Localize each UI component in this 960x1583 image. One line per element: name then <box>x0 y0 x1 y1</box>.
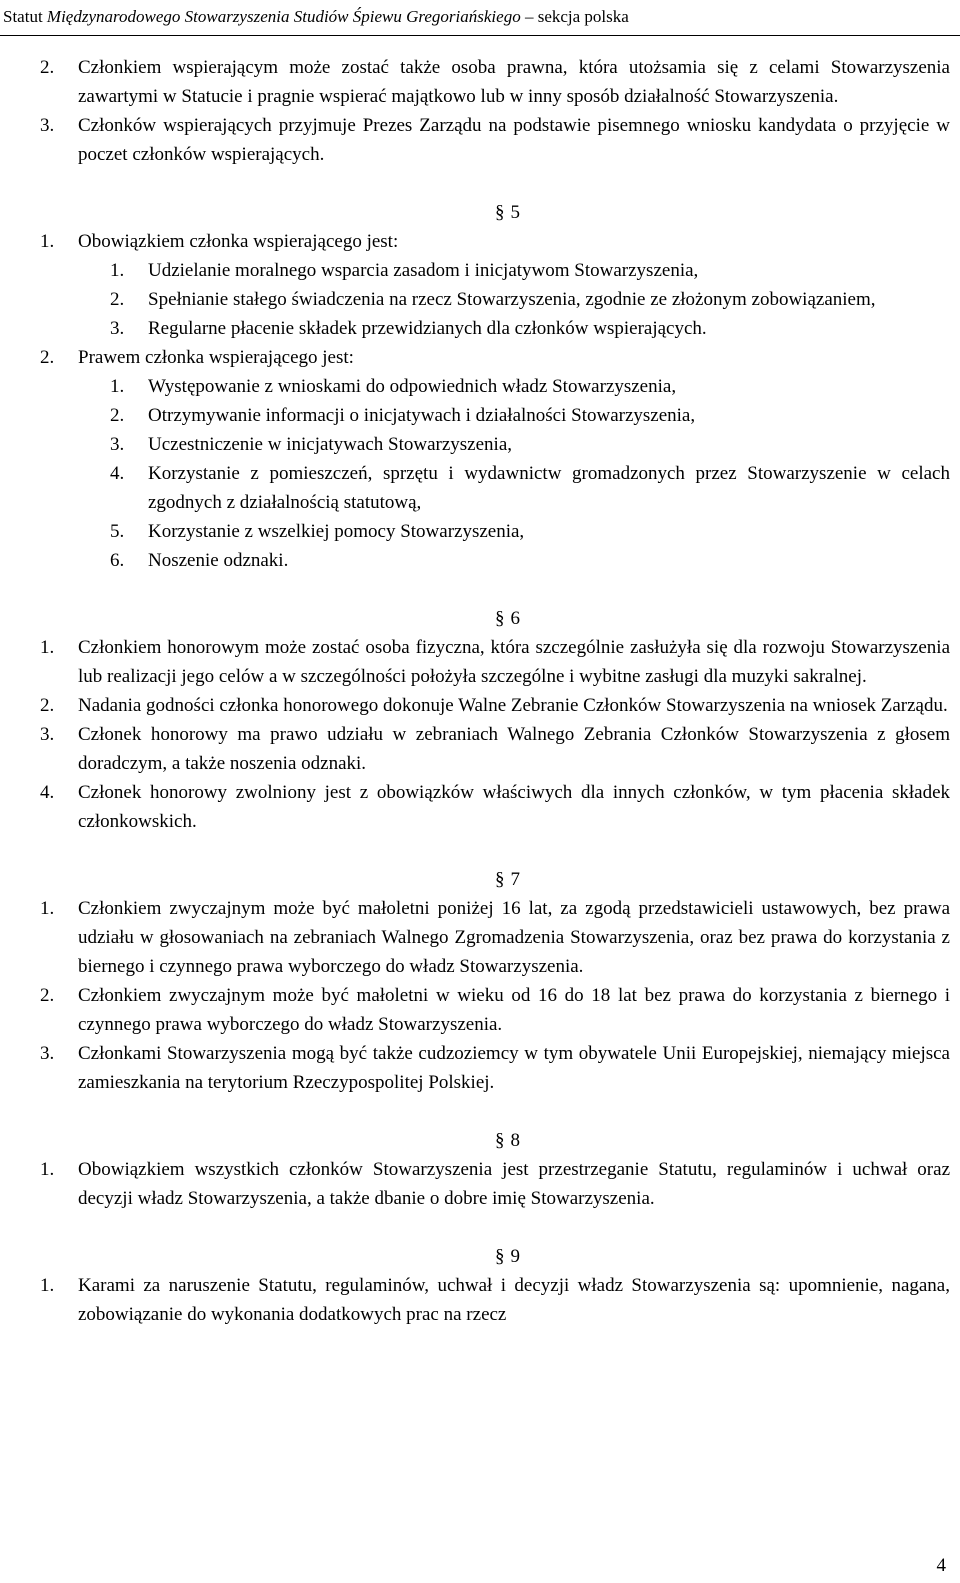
list-item <box>110 372 950 401</box>
section-heading-7 <box>40 865 950 894</box>
paragraph <box>40 343 950 372</box>
section-sign: § <box>495 202 505 223</box>
header-title: Międzynarodowego Stowarzyszenia Studiów Śpiewu Gregoriańskiego <box>46 7 521 26</box>
list-item-text: Uczestniczenie w inicjatywach Stowarzyszenia, <box>148 434 513 455</box>
list-item <box>110 285 950 314</box>
list-item-number: 3. <box>110 434 125 455</box>
list-item-text: Udzielanie moralnego wsparcia zasadom i inicjatywom Stowarzyszenia, <box>148 260 699 281</box>
paragraph-text: Członek honorowy ma prawo udziału w zebraniach Walnego Zebrania Członków Stowarzyszenia z głosem doradczym, a także noszenia odznaki. <box>78 724 950 774</box>
sub-list <box>110 372 950 575</box>
section-number: 5 <box>510 202 520 223</box>
list-item-number: 5. <box>110 521 125 542</box>
paragraph-number: 1. <box>40 637 55 658</box>
paragraph <box>40 1271 950 1329</box>
page-header <box>0 0 960 36</box>
list-item-text: Otrzymywanie informacji o inicjatywach i działalności Stowarzyszenia, <box>148 405 696 426</box>
paragraph-text: Członkiem wspierającym może zostać także osoba prawna, która utożsamia się z celami Stowarzyszenia zawartymi w Statucie i pragnie wspierać majątkowo lub w inny sposób działalność Stowarzyszenia. <box>78 57 950 107</box>
paragraph-number: 3. <box>40 115 55 136</box>
list-item-number: 4. <box>110 463 125 484</box>
paragraph-number: 1. <box>40 231 55 252</box>
paragraph <box>40 981 950 1039</box>
list-item-number: 6. <box>110 550 125 571</box>
paragraph <box>40 720 950 778</box>
paragraph-number: 3. <box>40 1043 55 1064</box>
list-item-text: Korzystanie z wszelkiej pomocy Stowarzyszenia, <box>148 521 525 542</box>
list-item <box>110 459 950 517</box>
list-item-number: 2. <box>110 289 125 310</box>
list-item-text: Występowanie z wnioskami do odpowiednich władz Stowarzyszenia, <box>148 376 677 397</box>
section-number: 9 <box>510 1246 520 1267</box>
paragraph-text: Członkiem honorowym może zostać osoba fizyczna, która szczególnie zasłużyła się dla rozwoju Stowarzyszenia lub realizacji jego celów a w szczególności położyła szczególne i wybitne zasługi dla muzyki sakralnej. <box>78 637 950 687</box>
section-number: 6 <box>510 608 520 629</box>
section-sign: § <box>495 1130 505 1151</box>
paragraph-number: 2. <box>40 347 55 368</box>
list-item <box>110 314 950 343</box>
paragraph-text: Karami za naruszenie Statutu, regulaminów, uchwał i decyzji władz Stowarzyszenia są: upomnienie, nagana, zobowiązanie do wykonania dodatkowych prac na rzecz <box>78 1275 950 1325</box>
paragraph-text: Prawem członka wspierającego jest: <box>78 347 354 368</box>
paragraph <box>40 1039 950 1097</box>
paragraph <box>40 227 950 256</box>
paragraph-text: Nadania godności członka honorowego dokonuje Walne Zebranie Członków Stowarzyszenia na wniosek Zarządu. <box>78 695 948 716</box>
paragraph-number: 3. <box>40 724 55 745</box>
paragraph <box>40 894 950 981</box>
section-heading-6 <box>40 604 950 633</box>
paragraph-text: Obowiązkiem członka wspierającego jest: <box>78 231 399 252</box>
paragraph-number: 1. <box>40 1275 55 1296</box>
paragraph-number: 1. <box>40 1159 55 1180</box>
paragraph <box>40 53 950 111</box>
paragraph-text: Obowiązkiem wszystkich członków Stowarzyszenia jest przestrzeganie Statutu, regulaminów i uchwał oraz decyzji władz Stowarzyszenia, a także dbanie o dobre imię Stowarzyszenia. <box>78 1159 950 1209</box>
paragraph-text: Członkami Stowarzyszenia mogą być także cudzoziemcy w tym obywatele Unii Europejskiej, niemający miejsca zamieszkania na terytorium Rzeczypospolitej Polskiej. <box>78 1043 950 1093</box>
paragraph-number: 1. <box>40 898 55 919</box>
list-item <box>110 517 950 546</box>
sub-list <box>110 256 950 343</box>
paragraph <box>40 778 950 836</box>
section-number: 7 <box>510 869 520 890</box>
section-number: 8 <box>510 1130 520 1151</box>
paragraph-number: 2. <box>40 695 55 716</box>
paragraph-number: 2. <box>40 985 55 1006</box>
paragraph <box>40 1155 950 1213</box>
paragraph-number: 2. <box>40 57 55 78</box>
paragraph <box>40 691 950 720</box>
list-item-text: Korzystanie z pomieszczeń, sprzętu i wydawnictw gromadzonych przez Stowarzyszenie w celach zgodnych z działalnością statutową, <box>148 463 950 513</box>
list-item <box>110 546 950 575</box>
list-item-number: 1. <box>110 260 125 281</box>
section-sign: § <box>495 1246 505 1267</box>
paragraph-text: Członkiem zwyczajnym może być małoletni poniżej 16 lat, za zgodą przedstawicieli ustawowych, bez prawa udziału w głosowaniach na zebraniach Walnego Zgromadzenia Stowarzyszenia, oraz bez prawa do korzystania z biernego i czynnego prawa wyborczego do władz Stowarzyszenia. <box>78 898 950 977</box>
section-heading-9 <box>40 1242 950 1271</box>
paragraph <box>40 633 950 691</box>
header-suffix: – sekcja polska <box>520 7 629 26</box>
paragraph-text: Członkiem zwyczajnym może być małoletni w wieku od 16 do 18 lat bez prawa do korzystania z biernego i czynnego prawa wyborczego do władz Stowarzyszenia. <box>78 985 950 1035</box>
section-sign: § <box>495 869 505 890</box>
list-item-text: Regularne płacenie składek przewidzianych dla członków wspierających. <box>148 318 707 339</box>
paragraph-number: 4. <box>40 782 55 803</box>
section-heading-5 <box>40 198 950 227</box>
list-item-number: 1. <box>110 376 125 397</box>
list-item <box>110 430 950 459</box>
paragraph-text: Członek honorowy zwolniony jest z obowiązków właściwych dla innych członków, w tym płacenia składek członkowskich. <box>78 782 950 832</box>
paragraph-text: Członków wspierających przyjmuje Prezes Zarządu na podstawie pisemnego wniosku kandydata o przyjęcie w poczet członków wspierających. <box>78 115 950 165</box>
list-item <box>110 256 950 285</box>
list-item-number: 3. <box>110 318 125 339</box>
page-number: 4 <box>936 1555 946 1576</box>
list-item <box>110 401 950 430</box>
header-prefix: Statut <box>3 7 47 26</box>
paragraph <box>40 111 950 169</box>
document-body <box>40 53 950 1329</box>
list-item-text: Spełnianie stałego świadczenia na rzecz Stowarzyszenia, zgodnie ze złożonym zobowiązaniem, <box>148 289 876 310</box>
section-sign: § <box>495 608 505 629</box>
list-item-number: 2. <box>110 405 125 426</box>
section-heading-8 <box>40 1126 950 1155</box>
list-item-text: Noszenie odznaki. <box>148 550 289 571</box>
